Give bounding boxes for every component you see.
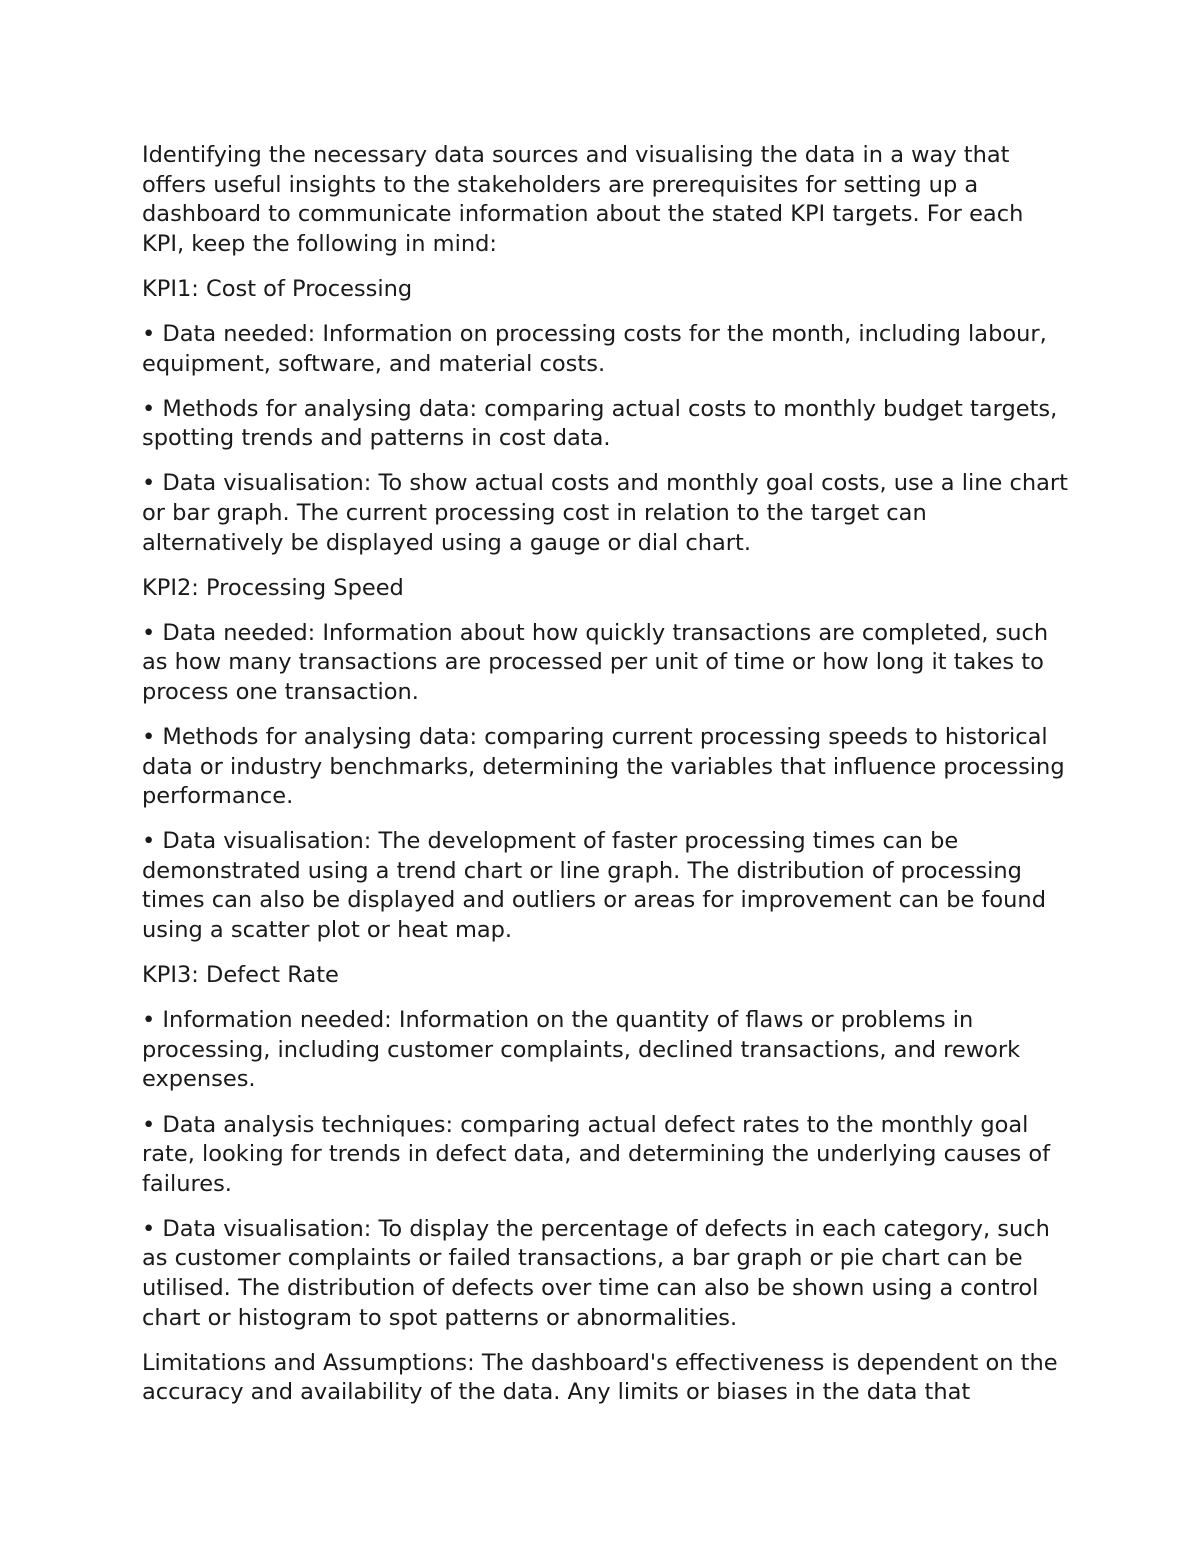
kpi1-visualisation: • Data visualisation: To show actual costs and monthly goal costs, use a line chart or bar graph. The current processing cost in relation to the target can alternatively be displayed using a gauge or dial chart. <box>142 470 1068 556</box>
kpi3-visualisation: • Data visualisation: To display the percentage of defects in each category, such as customer complaints or failed transactions, a bar graph or pie chart can be utilised. The distribution of defects over time can also be shown using a control chart or histogram to spot patterns or abnormalities. <box>142 1215 1050 1331</box>
limitations-paragraph: Limitations and Assumptions: The dashboard's effectiveness is dependent on the accuracy and availability of the data. Any limits or biases in the data that <box>142 1349 1058 1406</box>
kpi2-data-needed: • Data needed: Information about how quickly transactions are completed, such as how many transactions are processed per unit of time or how long it takes to process one transaction. <box>142 619 1049 705</box>
kpi2-heading: KPI2: Processing Speed <box>142 574 404 601</box>
kpi3-information-needed: • Information needed: Information on the quantity of flaws or problems in processing, including customer complaints, declined transactions, and rework expenses. <box>142 1007 1021 1093</box>
kpi1-analysis-methods: • Methods for analysing data: comparing actual costs to monthly budget targets, spotting trends and patterns in cost data. <box>142 395 1058 452</box>
kpi1-data-needed: • Data needed: Information on processing costs for the month, including labour, equipment, software, and material costs. <box>142 320 1047 377</box>
kpi1-heading: KPI1: Cost of Processing <box>142 275 413 302</box>
intro-paragraph: Identifying the necessary data sources and visualising the data in a way that offers useful insights to the stakeholders are prerequisites for setting up a dashboard to communicate information about the stated KPI targets. For each KPI, keep the following in mind: <box>142 142 1024 257</box>
kpi2-visualisation: • Data visualisation: The development of faster processing times can be demonstrated using a trend chart or line graph. The distribution of processing times can also be displayed and outliers or areas for improvement can be found using a scatter plot or heat map. <box>142 828 1046 944</box>
kpi2-analysis-methods: • Methods for analysing data: comparing current processing speeds to historical data or industry benchmarks, determining the variables that influence processing performance. <box>142 724 1065 810</box>
kpi3-heading: KPI3: Defect Rate <box>142 962 339 989</box>
kpi3-analysis-techniques: • Data analysis techniques: comparing actual defect rates to the monthly goal rate, looking for trends in defect data, and determining the underlying causes of failures. <box>142 1111 1051 1197</box>
document-body <box>142 141 1072 1423</box>
